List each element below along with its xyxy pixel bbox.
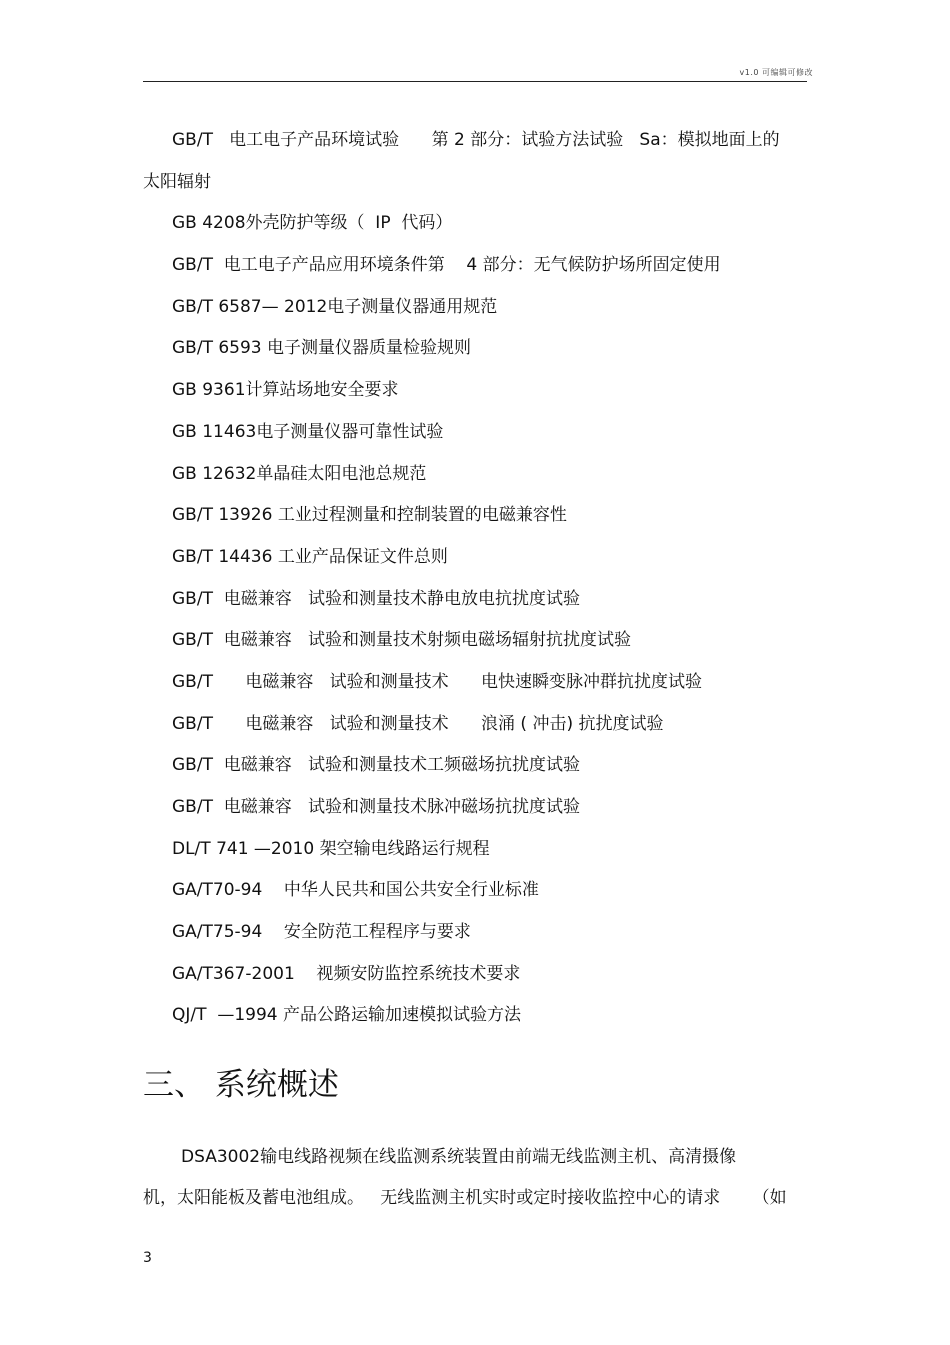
reference-text: GB 9361计算站场地安全要求 [172, 380, 399, 401]
reference-item [143, 745, 807, 787]
reference-text: GB/T 电磁兼容 试验和测量技术射频电磁场辐射抗扰度试验 [172, 630, 631, 651]
reference-text: GB/T 电磁兼容 试验和测量技术脉冲磁场抗扰度试验 [172, 797, 580, 818]
reference-item [143, 620, 807, 662]
reference-text: GB/T 6593 电子测量仪器质量检验规则 [172, 338, 472, 359]
reference-text: GB/T 电磁兼容 试验和测量技术 电快速瞬变脉冲群抗扰度试验 [172, 671, 703, 692]
reference-text: GB 11463电子测量仪器可靠性试验 [172, 421, 444, 442]
reference-item [143, 829, 807, 871]
reference-text: GB/T 电磁兼容 试验和测量技术静电放电抗扰度试验 [172, 588, 580, 609]
reference-item [143, 328, 807, 370]
reference-text: GA/T367-2001 视频安防监控系统技术要求 [172, 963, 521, 984]
reference-text: GB/T 6587— 2012电子测量仪器通用规范 [172, 296, 498, 317]
reference-item [143, 870, 807, 912]
reference-item [143, 787, 807, 829]
reference-text-continuation: 太阳辐射 [143, 171, 211, 192]
reference-item [143, 120, 807, 203]
page-number: 3 [143, 1250, 152, 1266]
reference-text: GB/T 电磁兼容 试验和测量技术 浪涌 ( 冲击) 抗扰度试验 [172, 713, 664, 734]
reference-text: GB 12632单晶硅太阳电池总规范 [172, 463, 427, 484]
reference-item [143, 954, 807, 996]
reference-item [143, 704, 807, 746]
reference-item [143, 912, 807, 954]
reference-text: GB/T 电工电子产品应用环境条件第 4 部分：无气候防护场所固定使用 [172, 255, 721, 276]
system-overview-paragraph [143, 1137, 807, 1219]
reference-standards-list [143, 120, 807, 1037]
reference-item [143, 454, 807, 496]
reference-item [143, 537, 807, 579]
paragraph-line: 机，太阳能板及蓄电池组成。 无线监测主机实时或定时接收监控中心的请求 （如 [143, 1188, 787, 1208]
reference-text: QJ/T —1994 产品公路运输加速模拟试验方法 [172, 1005, 521, 1026]
section-heading: 三、 系统概述 [143, 1067, 339, 1103]
reference-text: GB/T 电磁兼容 试验和测量技术工频磁场抗扰度试验 [172, 755, 580, 776]
reference-item [143, 579, 807, 621]
reference-text: GA/T75-94 安全防范工程程序与要求 [172, 922, 471, 943]
document-version-tag: v1.0 可编辑可修改 [739, 68, 813, 77]
reference-text: GB/T 14436 工业产品保证文件总则 [172, 546, 448, 567]
reference-item [143, 203, 807, 245]
reference-item [143, 370, 807, 412]
reference-text: DL/T 741 —2010 架空输电线路运行规程 [172, 838, 490, 859]
reference-text: GB/T 电工电子产品环境试验 第 2 部分：试验方法试验 Sa：模拟地面上的 [172, 130, 780, 150]
reference-item [143, 287, 807, 329]
reference-text: GB 4208外壳防护等级（ IP 代码） [172, 213, 453, 234]
paragraph-line: DSA3002输电线路视频在线监测系统装置由前端无线监测主机、高清摄像 [181, 1147, 737, 1167]
reference-item [143, 245, 807, 287]
reference-item [143, 495, 807, 537]
reference-item [143, 995, 807, 1037]
reference-item [143, 662, 807, 704]
reference-item [143, 412, 807, 454]
header-divider [143, 81, 807, 82]
reference-text: GB/T 13926 工业过程测量和控制装置的电磁兼容性 [172, 505, 567, 526]
reference-text: GA/T70-94 中华人民共和国公共安全行业标准 [172, 880, 539, 901]
